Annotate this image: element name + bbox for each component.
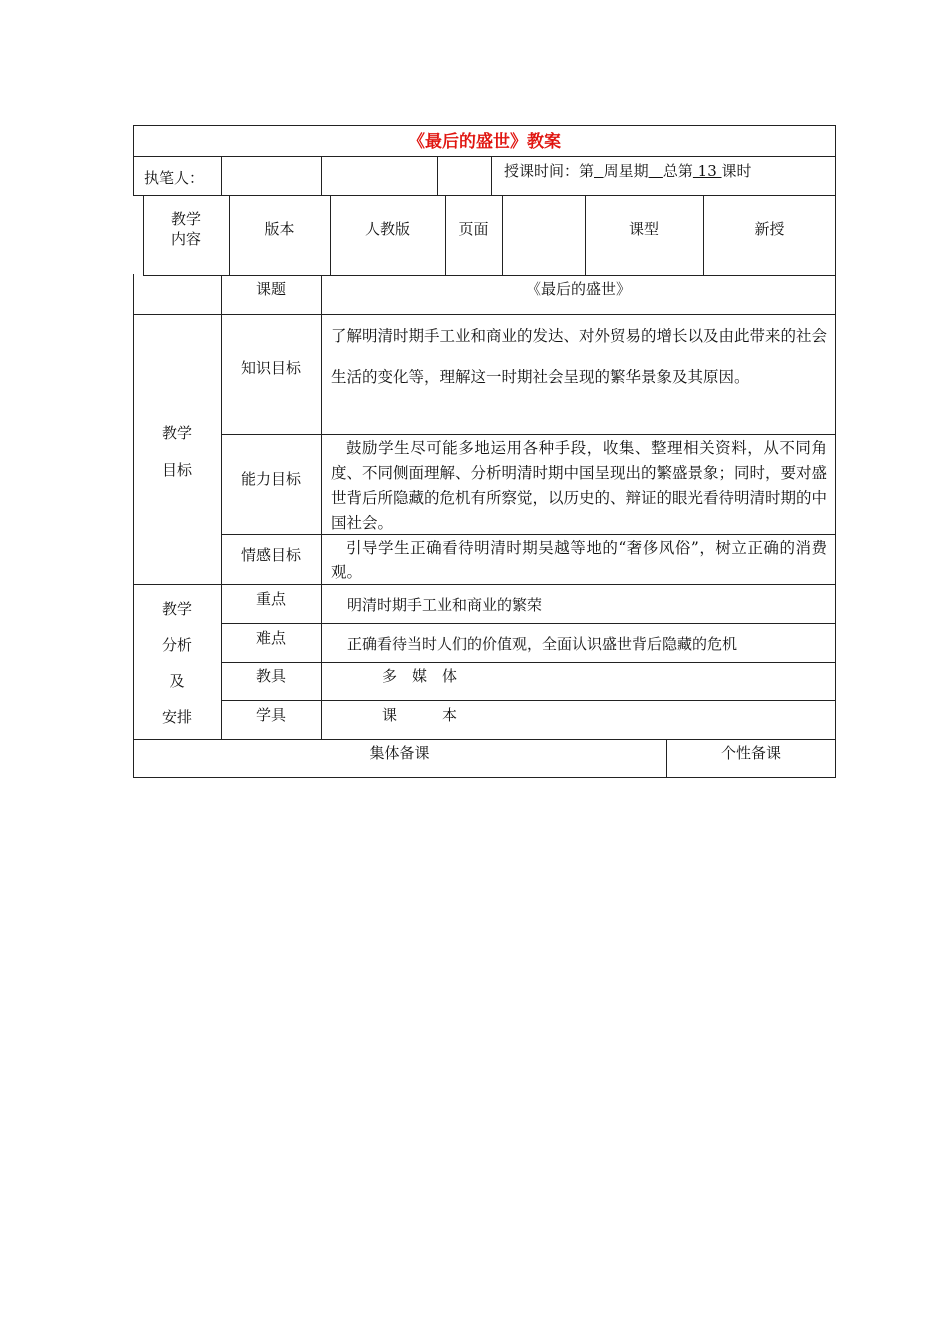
lesson-type-value: 新授 <box>754 220 785 238</box>
col-divider <box>491 156 492 195</box>
content-label <box>143 199 229 259</box>
weekday-blank <box>649 162 663 180</box>
week-blank <box>594 162 604 180</box>
content-label-line1: 教学 <box>170 210 201 228</box>
author-label: 执笔人： <box>144 169 205 187</box>
teaching-time-week: 周星期 <box>603 162 649 180</box>
topic-label: 课题 <box>255 280 286 298</box>
goals-label-line1: 教学 <box>161 424 192 442</box>
col-divider <box>321 275 322 739</box>
edition-label: 版本 <box>264 220 295 238</box>
analysis-label-line2: 分析 <box>161 636 192 654</box>
key-point-label: 重点 <box>255 590 286 608</box>
teaching-time-total: 总第 <box>662 162 693 180</box>
page-label: 页面 <box>458 220 489 238</box>
analysis-label-line1: 教学 <box>161 600 192 618</box>
row-divider <box>221 662 836 663</box>
row-divider <box>133 156 836 157</box>
row-divider <box>221 434 836 435</box>
total-lesson-number: 13 <box>692 162 722 180</box>
row-divider <box>133 584 836 585</box>
teaching-time-prefix: 授课时间：第 <box>504 162 595 180</box>
edition-value: 人教版 <box>364 220 410 238</box>
knowledge-goal-text: 了解明清时期手工业和商业的发达、对外贸易的增长以及由此带来的社会生活的变化等，理解这一时期社会呈现的繁华景象及其原因。 <box>331 327 828 386</box>
goals-label-line2: 目标 <box>161 461 192 479</box>
collective-prep-label: 集体备课 <box>369 744 430 762</box>
teaching-tools-value: 多 媒 体 <box>382 667 458 685</box>
emotion-goal-label: 情感目标 <box>240 546 301 564</box>
difficult-point-label: 难点 <box>255 629 286 647</box>
analysis-label <box>133 591 221 735</box>
knowledge-goal-label: 知识目标 <box>240 359 301 377</box>
teaching-tools-label: 教具 <box>255 667 286 685</box>
col-divider <box>321 156 322 195</box>
document-title: 《最后的盛世》教案 <box>408 132 561 152</box>
col-divider <box>221 156 222 195</box>
row-divider <box>133 195 836 196</box>
frame-gap <box>132 196 135 274</box>
row-divider <box>133 739 836 740</box>
goals-label <box>133 415 221 489</box>
learning-tools-value: 课 本 <box>382 706 458 724</box>
teaching-time-suffix: 课时 <box>721 162 752 180</box>
row-divider <box>143 275 836 276</box>
topic-value: 《最后的盛世》 <box>525 280 631 298</box>
individual-prep-label: 个性备课 <box>720 744 781 762</box>
col-divider <box>502 195 503 275</box>
ability-goal-label: 能力目标 <box>240 470 301 488</box>
key-point-value: 明清时期手工业和商业的繁荣 <box>347 596 543 614</box>
emotion-goal-text: 引导学生正确看待明清时期吴越等地的“奢侈风俗”，树立正确的消费观。 <box>331 539 827 581</box>
content-label-line2: 内容 <box>170 230 201 248</box>
lesson-type-label: 课型 <box>628 220 659 238</box>
difficult-point-value: 正确看待当时人们的价值观，全面认识盛世背后隐藏的危机 <box>347 635 738 653</box>
ability-goal-text: 鼓励学生尽可能多地运用各种手段，收集、整理相关资料，从不同角度、不同侧面理解、分析明清时期中国呈现出的繁盛景象；同时，要对盛世背后所隐藏的危机有所察觉，以历史的、辩证的眼光看待明清时期的中国社会。 <box>331 439 828 532</box>
row-divider <box>133 314 836 315</box>
analysis-label-line3: 及 <box>169 672 185 690</box>
row-divider <box>221 623 836 624</box>
analysis-label-line4: 安排 <box>161 708 192 726</box>
learning-tools-label: 学具 <box>255 706 286 724</box>
row-divider <box>221 700 836 701</box>
col-divider <box>437 156 438 195</box>
teaching-time <box>504 161 752 181</box>
